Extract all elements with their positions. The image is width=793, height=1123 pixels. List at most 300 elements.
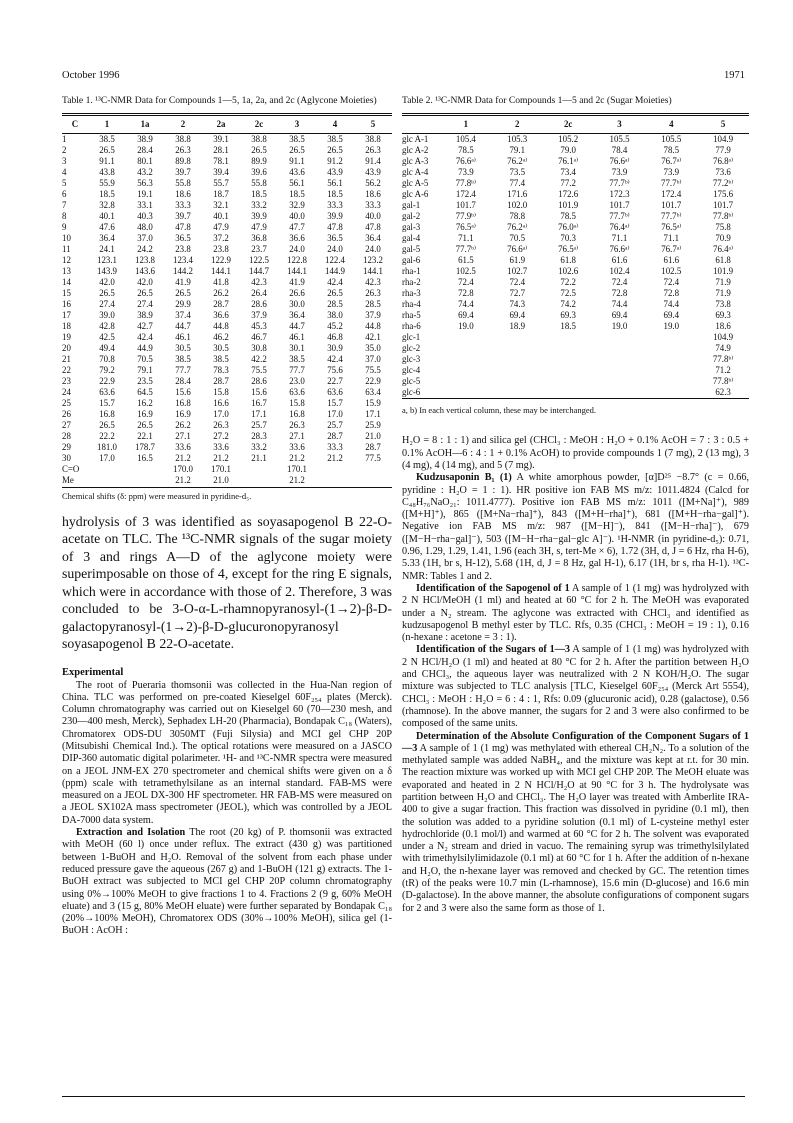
table-row [402, 343, 749, 354]
table-cell [440, 343, 492, 354]
footer-rule [62, 1096, 745, 1097]
table-cell: 69.4 [663, 310, 680, 321]
row-label: 1 [62, 134, 67, 144]
table-cell [440, 365, 492, 376]
table-cell: 28.4 [137, 145, 153, 156]
row-label: 8 [62, 211, 67, 222]
table-cell: 56.1 [327, 178, 343, 189]
table-cell: 26.5 [251, 145, 267, 156]
table-row [402, 299, 749, 310]
table-cell: 63.6 [289, 387, 305, 398]
table-cell: 73.4 [560, 167, 576, 178]
table-cell: 22.1 [137, 431, 153, 442]
table-cell: 72.5 [560, 288, 576, 299]
table-cell: 39.7 [175, 167, 191, 178]
table-cell: 46.8 [327, 332, 343, 343]
table-cell: 105.5 [661, 134, 682, 144]
table-cell: 35.0 [365, 343, 381, 354]
table-cell: 47.9 [251, 222, 267, 233]
table-cell: 144.1 [363, 266, 383, 277]
table-row [62, 431, 392, 442]
table-cell: 101.7 [609, 200, 630, 211]
table-cell [240, 464, 278, 475]
table-cell: 24.0 [289, 244, 305, 255]
table-cell: 76.7ᵃ⁾ [661, 244, 682, 255]
table-cell: 77.4 [509, 178, 525, 189]
table-cell: 72.4 [458, 277, 474, 288]
table-cell: 72.4 [663, 277, 680, 288]
table-row [62, 266, 392, 277]
table-cell: 73.9 [611, 167, 628, 178]
kudzusaponin-text: A white amorphous powder, [α]D²⁵ −8.7° (c = 0.66, pyridine : H₂O = 1 : 1). HR positive ion FAB MS m/z: 1011.4824 (Calcd for C₄₈H₇₆NaO₂₁: 1011.4777). Positive ion FAB MS m/z: 1011 ([M+Na]⁺), 989 ([M+H]⁺), 865 ([M+Na−rha]⁺), 843 ([M+H−rha]⁺), 681 ([M+H−rha−gal]⁺). Negative ion FAB MS m/z: 987 ([M−H]⁻), 841 ([M−H−rha]⁻), 679 ([M−H−rha−gal]⁻), 503 ([M−H−rha−gal−glc A]⁻). ¹H-NMR (in pyridine-d₅): 0.71, 0.96, 1.29, 1.29, 1.41, 1.96 (each 3H, s, tert-Me × 6), 1.72 (3H, d, J = 6 Hz, rha H-6), 5.33 (1H, br s, H-12), 5.68 (1H, d, J = 8 Hz, gal H-1), 6.17 (1H, br s, rha H-1). ¹³C-NMR: Tables 1 and 2. [402, 472, 750, 582]
table-cell: 76.6ᵃ⁾ [609, 156, 630, 167]
table-cell: 71.1 [663, 233, 680, 244]
table-cell: 23.0 [289, 376, 305, 387]
table-cell: 144.7 [249, 266, 269, 277]
table-cell: 70.5 [137, 354, 153, 365]
table-cell [594, 354, 646, 365]
table-cell: 44.9 [137, 343, 153, 354]
table1 [62, 113, 392, 488]
table-cell: 38.5 [289, 354, 305, 365]
table-cell: 61.9 [509, 255, 525, 266]
table-cell: 47.6 [99, 222, 115, 233]
table-cell: 63.6 [327, 387, 343, 398]
table-cell: 144.9 [325, 266, 345, 277]
table-cell: 44.8 [213, 321, 229, 332]
table-cell: 39.4 [213, 167, 229, 178]
table-cell: 56.3 [137, 178, 153, 189]
table-cell: 25.7 [327, 420, 343, 431]
column-header: 2c [543, 115, 594, 134]
table-cell: 26.3 [365, 145, 381, 156]
table-row [62, 365, 392, 376]
table-cell: 56.1 [289, 178, 305, 189]
table-cell: 26.2 [213, 288, 229, 299]
row-label: 9 [62, 222, 67, 233]
table-cell: 30.5 [175, 343, 191, 354]
table-row [62, 398, 392, 409]
table-cell: 144.2 [173, 266, 193, 277]
table-cell [645, 332, 697, 343]
table-cell: 77.7 [289, 365, 305, 376]
table-cell: 18.6 [175, 189, 191, 200]
row-label: 29 [62, 442, 71, 453]
row-label: rha-3 [402, 288, 421, 299]
table-cell: 122.9 [211, 255, 231, 266]
table-cell: 91.1 [289, 156, 305, 167]
table-cell: 172.3 [609, 189, 630, 200]
page-number: 1971 [724, 70, 745, 81]
table-cell [88, 475, 126, 487]
row-label: glc A-3 [402, 156, 429, 167]
table-cell: 79.1 [137, 365, 153, 376]
table-cell: 26.2 [175, 420, 191, 431]
table-cell [594, 332, 646, 343]
row-label: 3 [62, 156, 67, 167]
column-header: 1 [440, 115, 492, 134]
table-cell: 74.4 [458, 299, 474, 310]
table-cell: 38.9 [137, 310, 153, 321]
column-header: 4 [645, 115, 697, 134]
table-cell: 75.6 [327, 365, 343, 376]
table-cell: 102.4 [609, 266, 630, 277]
table-cell: 28.1 [213, 145, 229, 156]
table-cell: 28.6 [251, 299, 267, 310]
table-cell: 71.9 [715, 288, 731, 299]
table-cell: 78.3 [213, 365, 229, 376]
table-cell: 77.8ᵇ⁾ [712, 354, 734, 365]
table-row [402, 145, 749, 156]
table-cell [645, 343, 697, 354]
right-column [402, 95, 749, 915]
table-cell: 42.4 [137, 332, 153, 343]
table-cell: 172.4 [661, 189, 682, 200]
table-cell: 26.3 [289, 420, 305, 431]
table-cell: 77.7ᵇ⁾ [661, 211, 682, 222]
table-cell: 144.1 [287, 266, 307, 277]
table-cell: 17.0 [213, 409, 229, 420]
table-cell [440, 354, 492, 365]
table-cell: 102.7 [507, 266, 528, 277]
table-cell: 75.5 [365, 365, 381, 376]
table-row [402, 189, 749, 200]
table-cell: 33.1 [137, 200, 153, 211]
table-cell: 38.5 [99, 134, 115, 144]
table-cell [492, 376, 543, 387]
table-cell: 73.5 [509, 167, 525, 178]
table-cell: 105.3 [507, 134, 528, 144]
table-row [402, 255, 749, 266]
table-cell [88, 464, 126, 475]
table-cell: 43.2 [137, 167, 153, 178]
table-cell: 37.0 [365, 354, 381, 365]
row-label: rha-1 [402, 266, 421, 277]
table-row [62, 475, 392, 487]
table-cell: 178.7 [135, 442, 155, 453]
table-cell: 15.8 [213, 387, 229, 398]
table-cell: 70.3 [560, 233, 576, 244]
table-row [402, 200, 749, 211]
table-cell: 19.0 [611, 321, 628, 332]
table-cell: 46.1 [289, 332, 305, 343]
row-label: 18 [62, 321, 71, 332]
column-header: 5 [697, 115, 749, 134]
table-cell: 42.5 [99, 332, 115, 343]
row-label: 24 [62, 387, 71, 398]
table-cell: 25.7 [251, 420, 267, 431]
row-label: gal-6 [402, 255, 421, 266]
table-cell: 55.8 [175, 178, 191, 189]
table-cell: 42.4 [327, 277, 343, 288]
table-cell: 123.2 [363, 255, 383, 266]
row-label: 15 [62, 288, 71, 299]
table-cell: 22.7 [327, 376, 343, 387]
table-cell: 25.9 [365, 420, 381, 431]
table-cell: 38.8 [251, 134, 267, 144]
table-cell: 79.2 [99, 365, 115, 376]
table-cell [645, 376, 697, 387]
table-cell: 76.2ᵃ⁾ [507, 222, 528, 233]
row-label: rha-2 [402, 277, 421, 288]
row-label: gal-3 [402, 222, 421, 233]
table-cell: 69.4 [611, 310, 628, 321]
table-cell: 28.5 [365, 299, 381, 310]
column-header: 5 [354, 115, 392, 134]
table-cell: 22.2 [99, 431, 115, 442]
table-cell: 27.1 [289, 431, 305, 442]
table-cell: 71.1 [458, 233, 474, 244]
table-cell: 172.6 [558, 189, 579, 200]
table-cell: 16.7 [251, 398, 267, 409]
table2 [402, 113, 749, 399]
row-label: glc-2 [402, 343, 421, 354]
table-cell: 122.4 [325, 255, 345, 266]
table-cell: 43.9 [365, 167, 381, 178]
table-cell: 36.6 [213, 310, 229, 321]
column-header: 1a [126, 115, 164, 134]
table1-caption: Table 1. ¹³C-NMR Data for Compounds 1—5, 1a, 2a, and 2c (Aglycone Moieties) [62, 95, 377, 106]
table-cell: 37.4 [175, 310, 191, 321]
table-cell: 19.0 [663, 321, 680, 332]
row-label: 19 [62, 332, 71, 343]
table-cell [543, 343, 594, 354]
table-cell: 19.1 [137, 189, 153, 200]
table-cell: 38.5 [289, 134, 305, 144]
table-cell: 70.9 [715, 233, 731, 244]
table-cell: 36.5 [175, 233, 191, 244]
table-cell: 28.7 [327, 431, 343, 442]
row-label: rha-6 [402, 321, 421, 332]
kudzusaponin-heading: Kudzusaponin B₁ (1) [416, 472, 512, 484]
table-cell: 15.7 [327, 398, 343, 409]
table-cell: 74.4 [663, 299, 680, 310]
table-cell: 42.4 [327, 354, 343, 365]
table-cell: 61.6 [611, 255, 628, 266]
table-cell: 30.0 [289, 299, 305, 310]
table-cell: 77.2ᵇ⁾ [712, 178, 734, 189]
table-cell: 79.0 [560, 145, 576, 156]
table-cell: 15.7 [99, 398, 115, 409]
table-cell: 39.0 [99, 310, 115, 321]
table-cell: 33.2 [251, 200, 267, 211]
table-cell: 91.1 [99, 156, 115, 167]
table-cell: 73.6 [715, 167, 731, 178]
row-label: gal-4 [402, 233, 421, 244]
table-cell: 123.4 [173, 255, 193, 266]
table-cell: 49.4 [99, 343, 115, 354]
row-label: glc-3 [402, 354, 421, 365]
sugars-text: A sample of 1 (1 mg) was hydrolyzed with 2 N HCl/H₂O (1 ml) and heated at 80 °C for 2 h. After the partition between H₂O and CHCl₃, the aqueous layer was neutralized with 2 N KOH/H₂O. The sugar mixture was subjected to TLC analysis [TLC, Kieselgel 60F₂₅₄ (Merck Art 5554), CHCl₃ : MeOH : H₂O = 6 : 4 : 1, Rfs: 0.09 (glucuronic acid), 0.28 (galactose), 0.56 (rhamnose). In the above manner, the sugars for 2 and 3 were also confirmed to be composed of the same units. [402, 644, 750, 730]
column-header: 2 [492, 115, 543, 134]
row-label: 6 [62, 189, 67, 200]
row-label: glc A-5 [402, 178, 429, 189]
table-cell: 78.4 [611, 145, 628, 156]
row-label: 12 [62, 255, 71, 266]
table-cell: 76.5ᵃ⁾ [558, 244, 579, 255]
table-cell: 48.0 [137, 222, 153, 233]
table-cell: 27.4 [99, 299, 115, 310]
table-cell: 17.1 [365, 409, 381, 420]
table-cell: 78.8 [509, 211, 525, 222]
table-cell: 78.1 [213, 156, 229, 167]
table-cell: 91.2 [327, 156, 343, 167]
table-row [62, 343, 392, 354]
table-cell: 39.1 [213, 134, 229, 144]
table-cell: 104.9 [713, 134, 734, 144]
table-cell: 105.2 [558, 134, 579, 144]
table-cell: 45.2 [327, 321, 343, 332]
table-cell: 73.8 [715, 299, 731, 310]
table-cell: 30.5 [213, 343, 229, 354]
table-cell: 38.8 [365, 134, 381, 144]
table-cell: 170.0 [173, 464, 193, 475]
table-cell: 21.2 [327, 453, 343, 464]
table-cell: 102.5 [455, 266, 476, 277]
table-cell: 33.6 [175, 442, 191, 453]
table-cell: 17.1 [251, 409, 267, 420]
table-cell: 77.9ᵇ⁾ [455, 211, 477, 222]
table-row [402, 211, 749, 222]
table-cell: 15.6 [175, 387, 191, 398]
row-label: 17 [62, 310, 71, 321]
table-cell: 46.7 [251, 332, 267, 343]
table-cell: 38.9 [137, 134, 153, 144]
table-cell: 42.8 [99, 321, 115, 332]
row-label: 21 [62, 354, 71, 365]
table-row [402, 178, 749, 189]
table-cell [492, 343, 543, 354]
table-cell: 37.9 [365, 310, 381, 321]
table-cell: 23.7 [251, 244, 267, 255]
row-label: 27 [62, 420, 71, 431]
table-cell: 47.9 [213, 222, 229, 233]
table-cell: 77.7ᵇ⁾ [609, 211, 630, 222]
table-cell: 18.5 [289, 189, 305, 200]
table-cell: 69.4 [509, 310, 525, 321]
table-cell: 23.8 [213, 244, 229, 255]
column-header: 2a [202, 115, 240, 134]
table-cell: 26.3 [175, 145, 191, 156]
table-cell: 76.5ᵃ⁾ [661, 222, 682, 233]
table-cell: 32.9 [289, 200, 305, 211]
table-row [62, 442, 392, 453]
kudzusaponin-paragraph [402, 472, 749, 583]
table-cell: 15.6 [251, 387, 267, 398]
table-cell: 26.5 [99, 145, 115, 156]
table-cell: 26.5 [99, 420, 115, 431]
table-cell: 144.1 [211, 266, 231, 277]
table-row [62, 145, 392, 156]
table-cell: 122.5 [249, 255, 269, 266]
table-cell: 76.6ᵃ⁾ [507, 244, 528, 255]
table-cell: 171.6 [507, 189, 528, 200]
table-cell: 78.5 [663, 145, 680, 156]
table-cell: 21.2 [278, 475, 316, 487]
table-cell: 41.9 [289, 277, 305, 288]
table-cell: 72.8 [611, 288, 628, 299]
table-cell: 28.3 [251, 431, 267, 442]
table-cell: 17.0 [327, 409, 343, 420]
table-cell: 22.9 [99, 376, 115, 387]
sugars-heading: Identification of the Sugars of 1—3 [416, 644, 571, 656]
table-cell: 26.3 [213, 420, 229, 431]
table-cell: 74.3 [509, 299, 525, 310]
sugars-paragraph [402, 644, 749, 730]
table-cell: 16.5 [137, 453, 153, 464]
table-cell [492, 387, 543, 399]
table-row [402, 233, 749, 244]
table-row [62, 167, 392, 178]
table-cell: 33.3 [327, 442, 343, 453]
table-cell: 26.5 [289, 145, 305, 156]
row-label: 25 [62, 398, 71, 409]
table-cell: 33.6 [289, 442, 305, 453]
row-label: 11 [62, 244, 71, 255]
table-cell: 76.5ᵃ⁾ [455, 222, 476, 233]
table-cell: 32.8 [99, 200, 115, 211]
table-cell: 28.7 [213, 299, 229, 310]
table-cell: 77.7ᵇ⁾ [609, 178, 630, 189]
table-cell: 23.8 [175, 244, 191, 255]
table-cell: 42.0 [99, 277, 115, 288]
table-row [62, 134, 392, 146]
table-cell: 38.5 [175, 354, 191, 365]
table-cell: 28.5 [327, 299, 343, 310]
table-row [62, 156, 392, 167]
row-label: glc-1 [402, 332, 421, 343]
table-cell: 39.9 [327, 211, 343, 222]
table-cell: 74.4 [611, 299, 628, 310]
table-cell: 61.6 [663, 255, 680, 266]
table-cell: 43.8 [99, 167, 115, 178]
table-cell: 70.5 [509, 233, 525, 244]
row-label: 7 [62, 200, 67, 211]
table-cell: 77.8ᵇ⁾ [455, 178, 477, 189]
table-cell: 47.8 [175, 222, 191, 233]
table-cell: 77.8ᵇ⁾ [712, 376, 734, 387]
table1-header-row [62, 115, 392, 134]
table-row [402, 134, 749, 146]
table-cell: 75.8 [715, 222, 731, 233]
table-row [62, 376, 392, 387]
table-cell: 79.1 [509, 145, 525, 156]
table-cell: 39.7 [175, 211, 191, 222]
table-cell: 78.5 [560, 211, 576, 222]
table-cell: 26.5 [327, 288, 343, 299]
table-cell: 28.4 [175, 376, 191, 387]
table-cell: 44.8 [365, 321, 381, 332]
table-cell: 39.9 [251, 211, 267, 222]
table-row [62, 255, 392, 266]
table-cell: 18.5 [560, 321, 576, 332]
table-cell [126, 475, 164, 487]
table-cell: 18.5 [251, 189, 267, 200]
table-cell: 170.1 [211, 464, 231, 475]
table-cell: 77.2 [560, 178, 576, 189]
table-cell: 55.7 [213, 178, 229, 189]
table1-body [62, 134, 392, 488]
table-cell [543, 376, 594, 387]
table-cell: 77.7ᵇ⁾ [455, 244, 477, 255]
absolute-config-text: A sample of 1 (1 mg) was methylated with ethereal CH₂N₂. To a solution of the methylated sample was added NaBH₄, and the mixture was kept at r.t. for 30 min. The reaction mixture was worked up with MCI gel CHP 20P. The MeOH eluate was evaporated and heated in 2 N HCl/H₂O at 90 °C for 3 h. The hydrolysate was partition between H₂O and CHCl₃. The H₂O layer was treated with Amberlite IRA-400 to give a sugar fraction. This fraction was dissolved in pyridine (0.1 ml), then the solution was added to a pyridine solution (0.1 ml) of L-cysteine methyl ester hydrochloride (0.1 mol/l) and warmed at 60 °C for 2 h. The solvent was evaporated under a N₂ stream and dried in vacuo. The remaining syrup was trimethylsilylated with trimethylsilylimidazole (0.1 ml) at 60 °C for 1 h. After the addition of n-hexane and H₂O, the n-hexane layer was removed and checked by GC. The retention times (tR) of the peaks were 10.7 min (L-rhamnose), 15.6 min (D-glucose) and 16.6 min (D-galactose). In the above manner, the absolute configurations of component sugars for 2 and 3 were also the same form as those of 1. [402, 742, 749, 914]
table-cell [440, 387, 492, 399]
table-cell: 21.0 [365, 431, 381, 442]
table-cell: 71.9 [715, 277, 731, 288]
table-cell: 36.6 [289, 233, 305, 244]
table-cell: 24.0 [327, 244, 343, 255]
table-cell: 123.1 [97, 255, 117, 266]
